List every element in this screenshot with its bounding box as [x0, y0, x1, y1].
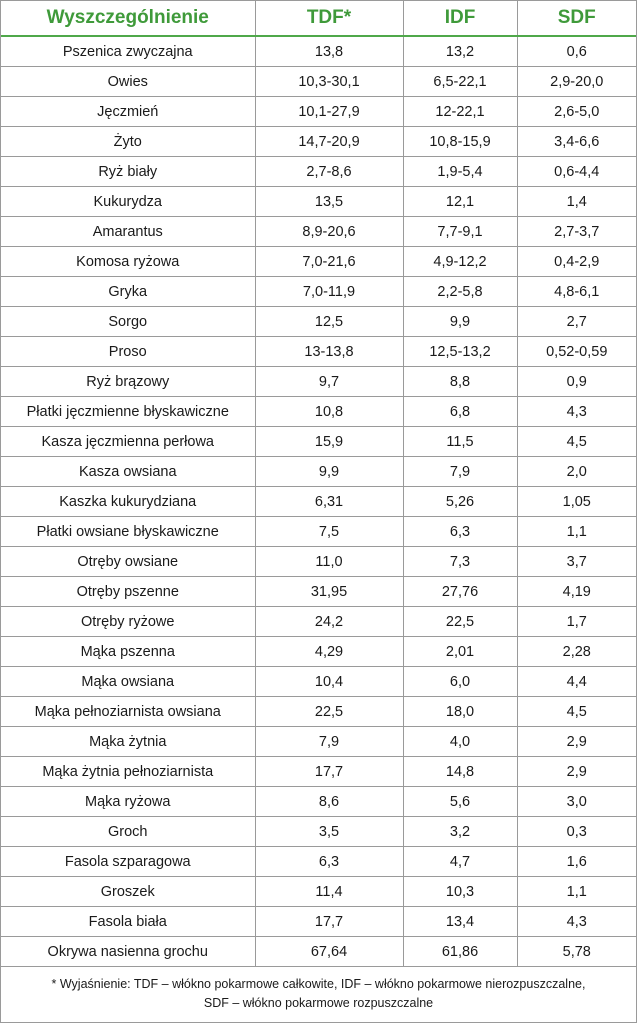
cell-sdf: 1,1 — [517, 877, 636, 907]
cell-idf: 6,8 — [403, 397, 517, 427]
cell-sdf: 1,6 — [517, 847, 636, 877]
cell-item: Okrywa nasienna grochu — [1, 937, 255, 967]
cell-tdf: 15,9 — [255, 427, 403, 457]
cell-idf: 14,8 — [403, 757, 517, 787]
cell-item: Mąka żytnia — [1, 727, 255, 757]
table-row — [1, 667, 636, 697]
header-tdf: TDF* — [255, 1, 403, 36]
cell-tdf: 9,9 — [255, 457, 403, 487]
table-row — [1, 787, 636, 817]
cell-idf: 1,9-5,4 — [403, 157, 517, 187]
cell-sdf: 3,7 — [517, 547, 636, 577]
cell-sdf: 2,9 — [517, 727, 636, 757]
cell-idf: 7,9 — [403, 457, 517, 487]
table-row — [1, 67, 636, 97]
cell-sdf: 1,4 — [517, 187, 636, 217]
table-row — [1, 247, 636, 277]
table-row — [1, 907, 636, 937]
cell-tdf: 31,95 — [255, 577, 403, 607]
cell-sdf: 5,78 — [517, 937, 636, 967]
cell-item: Jęczmień — [1, 97, 255, 127]
table-row — [1, 547, 636, 577]
cell-idf: 2,2-5,8 — [403, 277, 517, 307]
cell-item: Owies — [1, 67, 255, 97]
table-row — [1, 217, 636, 247]
table-body — [1, 36, 636, 967]
table-row — [1, 517, 636, 547]
cell-idf: 61,86 — [403, 937, 517, 967]
cell-idf: 3,2 — [403, 817, 517, 847]
cell-idf: 4,0 — [403, 727, 517, 757]
cell-idf: 8,8 — [403, 367, 517, 397]
cell-sdf: 2,6-5,0 — [517, 97, 636, 127]
cell-tdf: 10,1-27,9 — [255, 97, 403, 127]
cell-item: Gryka — [1, 277, 255, 307]
cell-item: Mąka pszenna — [1, 637, 255, 667]
cell-item: Sorgo — [1, 307, 255, 337]
header-item: Wyszczególnienie — [1, 1, 255, 36]
cell-sdf: 4,5 — [517, 427, 636, 457]
cell-sdf: 0,9 — [517, 367, 636, 397]
table-row — [1, 307, 636, 337]
cell-tdf: 3,5 — [255, 817, 403, 847]
cell-idf: 13,2 — [403, 36, 517, 67]
cell-tdf: 7,0-21,6 — [255, 247, 403, 277]
cell-idf: 4,9-12,2 — [403, 247, 517, 277]
cell-tdf: 24,2 — [255, 607, 403, 637]
table-row — [1, 817, 636, 847]
cell-item: Mąka żytnia pełnoziarnista — [1, 757, 255, 787]
cell-sdf: 4,3 — [517, 907, 636, 937]
cell-sdf: 2,9 — [517, 757, 636, 787]
cell-tdf: 13,5 — [255, 187, 403, 217]
cell-idf: 12,1 — [403, 187, 517, 217]
cell-idf: 2,01 — [403, 637, 517, 667]
cell-idf: 22,5 — [403, 607, 517, 637]
table-row — [1, 36, 636, 67]
cell-tdf: 2,7-8,6 — [255, 157, 403, 187]
cell-item: Płatki jęczmienne błyskawiczne — [1, 397, 255, 427]
cell-idf: 9,9 — [403, 307, 517, 337]
cell-item: Proso — [1, 337, 255, 367]
table-row — [1, 727, 636, 757]
cell-item: Pszenica zwyczajna — [1, 36, 255, 67]
cell-idf: 6,5-22,1 — [403, 67, 517, 97]
footnote-line-1: * Wyjaśnienie: TDF – włókno pokarmowe całkowite, IDF – włókno pokarmowe nierozpuszczalne, — [51, 977, 586, 991]
table-row — [1, 187, 636, 217]
cell-idf: 5,6 — [403, 787, 517, 817]
cell-item: Kukurydza — [1, 187, 255, 217]
cell-sdf: 0,4-2,9 — [517, 247, 636, 277]
cell-sdf: 2,28 — [517, 637, 636, 667]
cell-idf: 6,0 — [403, 667, 517, 697]
table-row — [1, 97, 636, 127]
table-row — [1, 697, 636, 727]
cell-idf: 27,76 — [403, 577, 517, 607]
cell-tdf: 4,29 — [255, 637, 403, 667]
cell-tdf: 17,7 — [255, 907, 403, 937]
cell-tdf: 14,7-20,9 — [255, 127, 403, 157]
cell-idf: 12,5-13,2 — [403, 337, 517, 367]
cell-sdf: 0,3 — [517, 817, 636, 847]
cell-tdf: 7,0-11,9 — [255, 277, 403, 307]
cell-tdf: 12,5 — [255, 307, 403, 337]
cell-item: Mąka owsiana — [1, 667, 255, 697]
cell-item: Kasza jęczmienna perłowa — [1, 427, 255, 457]
cell-tdf: 6,31 — [255, 487, 403, 517]
cell-idf: 7,3 — [403, 547, 517, 577]
cell-item: Płatki owsiane błyskawiczne — [1, 517, 255, 547]
cell-item: Komosa ryżowa — [1, 247, 255, 277]
table-row — [1, 847, 636, 877]
cell-tdf: 8,9-20,6 — [255, 217, 403, 247]
cell-idf: 10,8-15,9 — [403, 127, 517, 157]
cell-tdf: 7,5 — [255, 517, 403, 547]
table-row — [1, 757, 636, 787]
cell-idf: 4,7 — [403, 847, 517, 877]
cell-item: Fasola biała — [1, 907, 255, 937]
cell-item: Groch — [1, 817, 255, 847]
table-row — [1, 577, 636, 607]
cell-idf: 12-22,1 — [403, 97, 517, 127]
header-idf: IDF — [403, 1, 517, 36]
cell-sdf: 3,4-6,6 — [517, 127, 636, 157]
footnote-line-2: SDF – włókno pokarmowe rozpuszczalne — [203, 996, 434, 1010]
table-row — [1, 487, 636, 517]
cell-tdf: 11,0 — [255, 547, 403, 577]
cell-tdf: 6,3 — [255, 847, 403, 877]
cell-idf: 11,5 — [403, 427, 517, 457]
cell-tdf: 10,8 — [255, 397, 403, 427]
cell-sdf: 1,05 — [517, 487, 636, 517]
cell-sdf: 4,19 — [517, 577, 636, 607]
table-row — [1, 337, 636, 367]
table-row — [1, 877, 636, 907]
cell-tdf: 8,6 — [255, 787, 403, 817]
cell-tdf: 9,7 — [255, 367, 403, 397]
table-row — [1, 127, 636, 157]
cell-item: Fasola szparagowa — [1, 847, 255, 877]
fiber-content-table — [1, 1, 636, 967]
cell-idf: 10,3 — [403, 877, 517, 907]
cell-sdf: 1,7 — [517, 607, 636, 637]
cell-item: Groszek — [1, 877, 255, 907]
footnote — [1, 967, 636, 1013]
cell-sdf: 2,7-3,7 — [517, 217, 636, 247]
cell-sdf: 4,3 — [517, 397, 636, 427]
cell-item: Kasza owsiana — [1, 457, 255, 487]
cell-tdf: 13,8 — [255, 36, 403, 67]
table-row — [1, 937, 636, 967]
cell-sdf: 4,5 — [517, 697, 636, 727]
cell-tdf: 11,4 — [255, 877, 403, 907]
table-row — [1, 457, 636, 487]
cell-idf: 7,7-9,1 — [403, 217, 517, 247]
cell-sdf: 4,4 — [517, 667, 636, 697]
cell-item: Żyto — [1, 127, 255, 157]
cell-tdf: 10,3-30,1 — [255, 67, 403, 97]
cell-idf: 18,0 — [403, 697, 517, 727]
cell-sdf: 3,0 — [517, 787, 636, 817]
table-header-row — [1, 1, 636, 36]
table-row — [1, 607, 636, 637]
cell-sdf: 2,7 — [517, 307, 636, 337]
cell-sdf: 1,1 — [517, 517, 636, 547]
cell-item: Ryż brązowy — [1, 367, 255, 397]
table-row — [1, 157, 636, 187]
cell-sdf: 4,8-6,1 — [517, 277, 636, 307]
header-sdf: SDF — [517, 1, 636, 36]
cell-idf: 6,3 — [403, 517, 517, 547]
cell-sdf: 0,6 — [517, 36, 636, 67]
cell-sdf: 2,9-20,0 — [517, 67, 636, 97]
cell-item: Kaszka kukurydziana — [1, 487, 255, 517]
cell-idf: 5,26 — [403, 487, 517, 517]
cell-sdf: 0,6-4,4 — [517, 157, 636, 187]
cell-sdf: 2,0 — [517, 457, 636, 487]
cell-tdf: 13-13,8 — [255, 337, 403, 367]
cell-tdf: 10,4 — [255, 667, 403, 697]
cell-tdf: 22,5 — [255, 697, 403, 727]
cell-item: Otręby pszenne — [1, 577, 255, 607]
table-row — [1, 367, 636, 397]
cell-item: Mąka pełnoziarnista owsiana — [1, 697, 255, 727]
table-row — [1, 427, 636, 457]
cell-item: Mąka ryżowa — [1, 787, 255, 817]
table-row — [1, 637, 636, 667]
cell-tdf: 7,9 — [255, 727, 403, 757]
cell-tdf: 17,7 — [255, 757, 403, 787]
table-row — [1, 397, 636, 427]
cell-tdf: 67,64 — [255, 937, 403, 967]
table-row — [1, 277, 636, 307]
cell-item: Otręby ryżowe — [1, 607, 255, 637]
cell-item: Otręby owsiane — [1, 547, 255, 577]
cell-item: Ryż biały — [1, 157, 255, 187]
cell-idf: 13,4 — [403, 907, 517, 937]
cell-sdf: 0,52-0,59 — [517, 337, 636, 367]
cell-item: Amarantus — [1, 217, 255, 247]
